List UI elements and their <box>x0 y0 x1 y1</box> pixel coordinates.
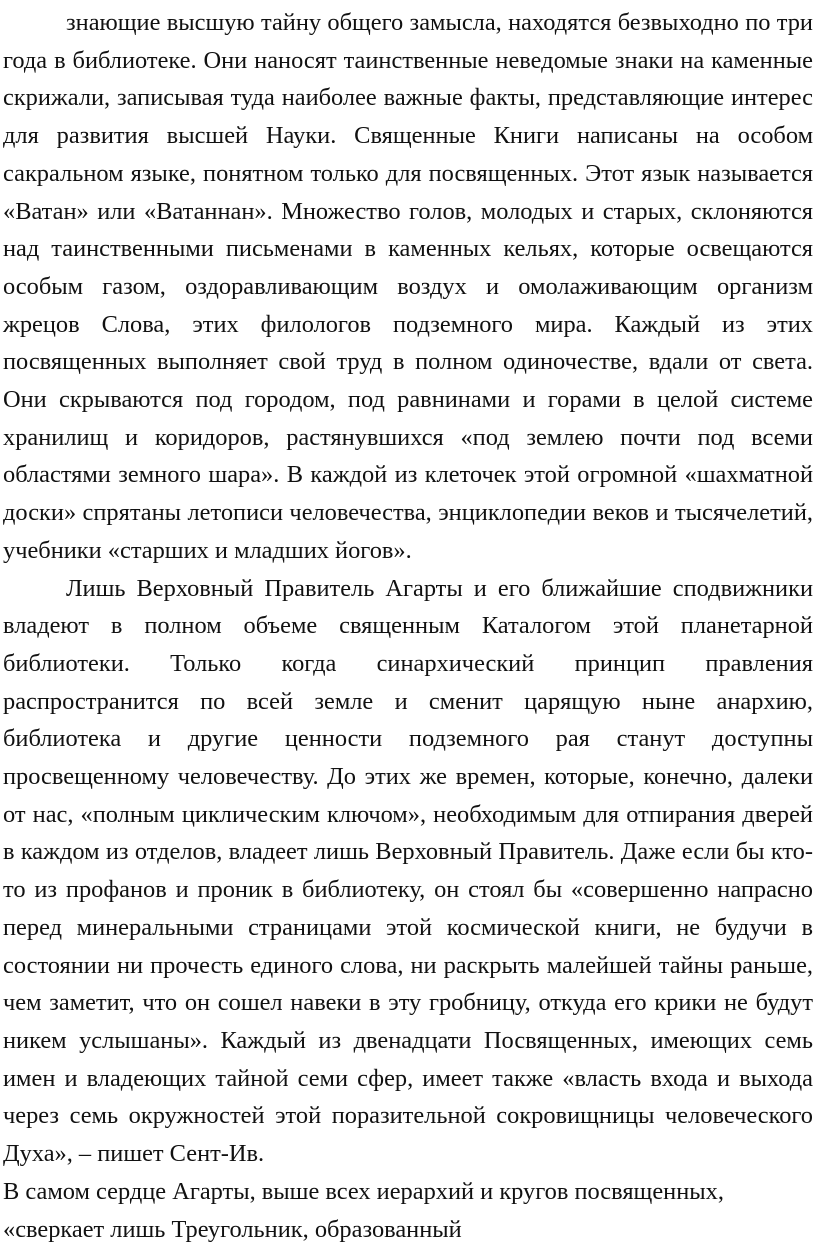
paragraph-3: В самом сердце Агарты, выше всех иерархий и кругов посвященных, «сверкает лишь Треугольник, образованный <box>3 1177 724 1243</box>
paragraph-2: Лишь Верховный Правитель Агарты и его ближайшие сподвижники владеют в полном объеме священным Каталогом этой планетарной библиотеки. Только когда синархический принцип правления распространится по всей земле и сменит царящую ныне анархию, библиотека и другие ценности подземного рая станут доступны просвещенному человечеству. До этих же времен, которые, конечно, далеки от нас, «полным циклическим ключом», необходимым для отпирания дверей в каждом из отделов, владеет лишь Верховный Правитель. Даже если бы кто-то из профанов и проник в библиотеку, он стоял бы «совершенно напрасно перед минеральными страницами этой космической книги, не будучи в состоянии ни прочесть единого слова, ни раскрыть малейшей тайны раньше, чем заметит, что он сошел навеки в эту гробницу, откуда его крики не будут никем услышаны». Каждый из двенадцати Посвященных, имеющих семь имен и владеющих тайной семи сфер, имеет также «власть входа и выхода через семь окружностей этой поразительной сокровищницы человеческого Духа», – пишет Сент-Ив. <box>3 574 813 1168</box>
paragraph-1: знающие высшую тайну общего замысла, находятся безвыходно по три года в библиотеке. Они наносят таинственные неведомые знаки на каменные скрижали, записывая туда наиболее важные факты, представляющие интерес для развития высшей Науки. Священные Книги написаны на особом сакральном языке, понятном только для посвященных. Этот язык называется «Ватан» или «Ватаннан». Множество голов, молодых и старых, склоняются над таинственными письменами в каменных кельях, которые освещаются особым газом, оздоравливающим воздух и омолаживающим организм жрецов Слова, этих филологов подземного мира. Каждый из этих посвященных выполняет свой труд в полном одиночестве, вдали от света. Они скрываются под городом, под равнинами и горами в целой системе хранилищ и коридоров, растянувшихся «под землею почти под всеми областями земного шара». В каждой из клеточек этой огромной «шахматной доски» спрятаны летописи человечества, энциклопедии веков и тысячелетий, учебники «старших и младших йогов». <box>3 9 813 564</box>
